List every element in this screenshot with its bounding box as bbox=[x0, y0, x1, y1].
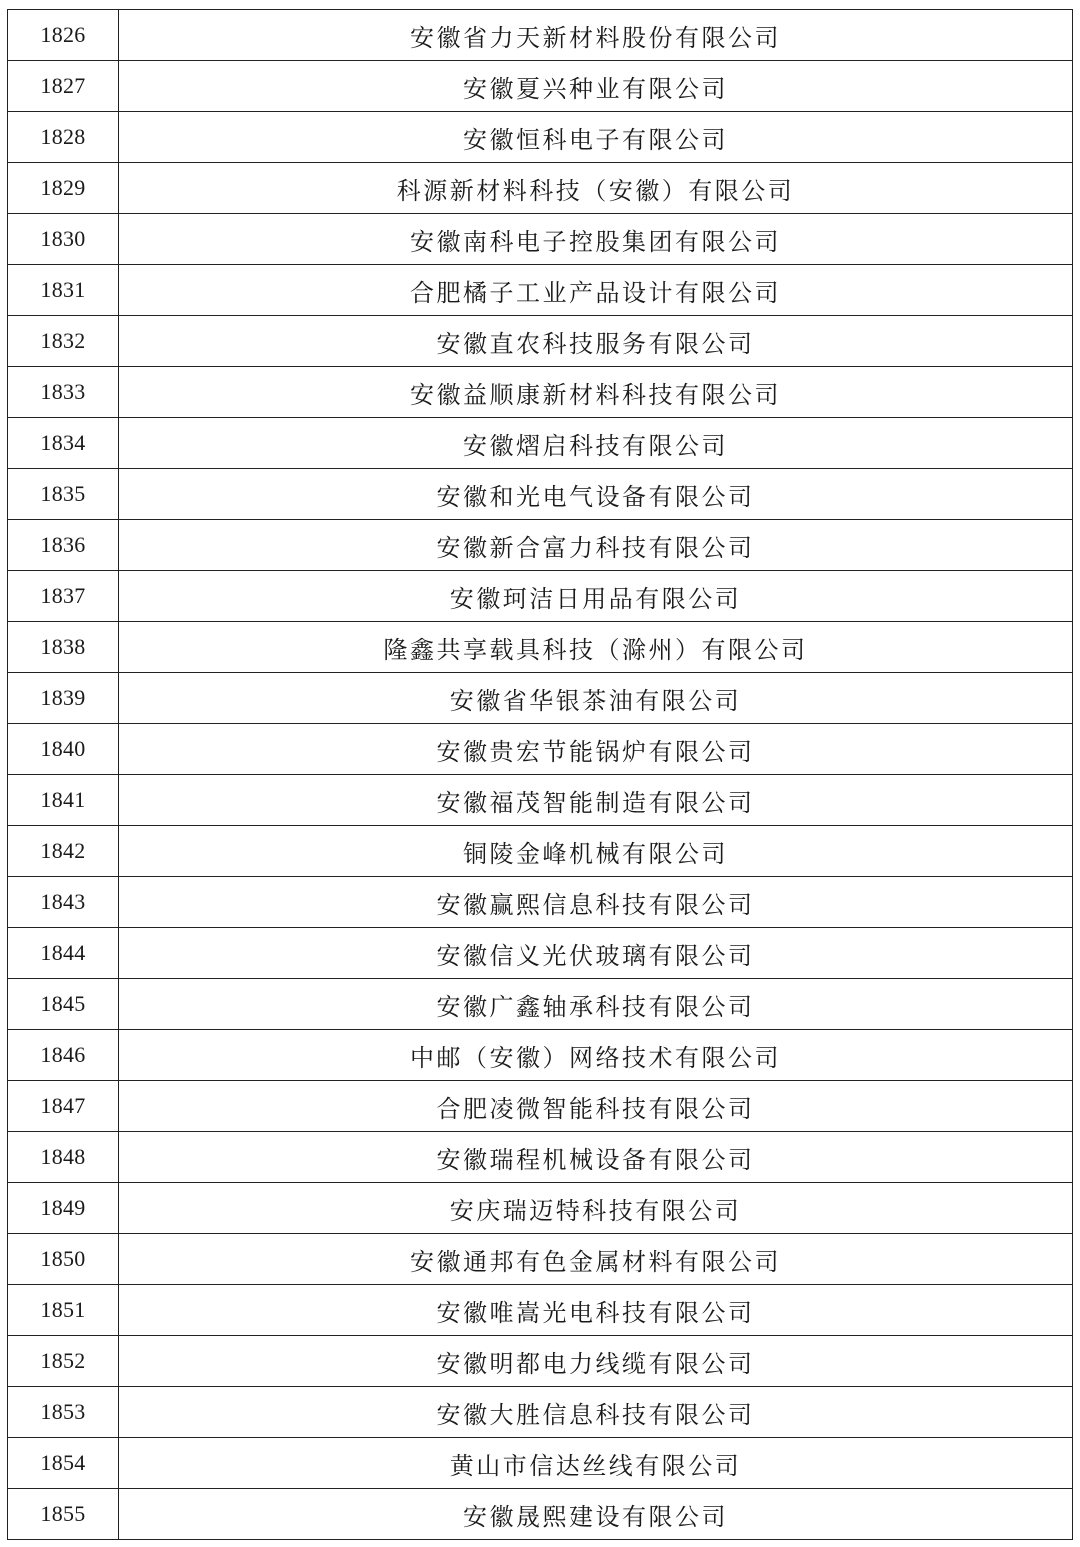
table-row bbox=[8, 928, 1073, 979]
table-row bbox=[8, 724, 1073, 775]
row-number: 1852 bbox=[8, 1336, 119, 1387]
company-name: 安徽明都电力线缆有限公司 bbox=[119, 1336, 1073, 1387]
company-name: 安徽南科电子控股集团有限公司 bbox=[119, 214, 1073, 265]
company-name: 安徽新合富力科技有限公司 bbox=[119, 520, 1073, 571]
table-row bbox=[8, 1336, 1073, 1387]
company-name: 安徽贵宏节能锅炉有限公司 bbox=[119, 724, 1073, 775]
row-number: 1836 bbox=[8, 520, 119, 571]
company-name: 安徽夏兴种业有限公司 bbox=[119, 61, 1073, 112]
row-number: 1839 bbox=[8, 673, 119, 724]
row-number: 1830 bbox=[8, 214, 119, 265]
row-number: 1840 bbox=[8, 724, 119, 775]
table-row bbox=[8, 571, 1073, 622]
row-number: 1851 bbox=[8, 1285, 119, 1336]
table-row bbox=[8, 1234, 1073, 1285]
company-name: 安徽晟熙建设有限公司 bbox=[119, 1489, 1073, 1540]
row-number: 1855 bbox=[8, 1489, 119, 1540]
row-number: 1832 bbox=[8, 316, 119, 367]
company-list-sheet bbox=[7, 9, 1073, 1540]
table-row bbox=[8, 1285, 1073, 1336]
company-name: 安徽珂洁日用品有限公司 bbox=[119, 571, 1073, 622]
company-name: 安徽益顺康新材料科技有限公司 bbox=[119, 367, 1073, 418]
row-number: 1828 bbox=[8, 112, 119, 163]
table-row bbox=[8, 61, 1073, 112]
table-row bbox=[8, 1030, 1073, 1081]
row-number: 1827 bbox=[8, 61, 119, 112]
table-row bbox=[8, 265, 1073, 316]
row-number: 1854 bbox=[8, 1438, 119, 1489]
table-row bbox=[8, 367, 1073, 418]
company-name: 安徽广鑫轴承科技有限公司 bbox=[119, 979, 1073, 1030]
table-row bbox=[8, 673, 1073, 724]
company-name: 安徽省华银茶油有限公司 bbox=[119, 673, 1073, 724]
table-row bbox=[8, 214, 1073, 265]
row-number: 1848 bbox=[8, 1132, 119, 1183]
row-number: 1841 bbox=[8, 775, 119, 826]
table-row bbox=[8, 1489, 1073, 1540]
row-number: 1853 bbox=[8, 1387, 119, 1438]
row-number: 1849 bbox=[8, 1183, 119, 1234]
company-name: 合肥橘子工业产品设计有限公司 bbox=[119, 265, 1073, 316]
company-name: 安徽信义光伏玻璃有限公司 bbox=[119, 928, 1073, 979]
row-number: 1843 bbox=[8, 877, 119, 928]
row-number: 1846 bbox=[8, 1030, 119, 1081]
table-row bbox=[8, 622, 1073, 673]
row-number: 1837 bbox=[8, 571, 119, 622]
table-row bbox=[8, 316, 1073, 367]
table-row bbox=[8, 1183, 1073, 1234]
row-number: 1842 bbox=[8, 826, 119, 877]
table-row bbox=[8, 1132, 1073, 1183]
row-number: 1833 bbox=[8, 367, 119, 418]
table-row bbox=[8, 112, 1073, 163]
table-row bbox=[8, 826, 1073, 877]
table-row bbox=[8, 1081, 1073, 1132]
company-name: 安徽恒科电子有限公司 bbox=[119, 112, 1073, 163]
company-name: 安徽省力天新材料股份有限公司 bbox=[119, 10, 1073, 61]
table-row bbox=[8, 469, 1073, 520]
table-row bbox=[8, 1438, 1073, 1489]
row-number: 1829 bbox=[8, 163, 119, 214]
row-number: 1850 bbox=[8, 1234, 119, 1285]
row-number: 1831 bbox=[8, 265, 119, 316]
company-table bbox=[7, 9, 1073, 1540]
company-name: 中邮（安徽）网络技术有限公司 bbox=[119, 1030, 1073, 1081]
row-number: 1838 bbox=[8, 622, 119, 673]
company-table-body bbox=[8, 10, 1073, 1540]
row-number: 1844 bbox=[8, 928, 119, 979]
company-name: 安徽熠启科技有限公司 bbox=[119, 418, 1073, 469]
company-name: 安庆瑞迈特科技有限公司 bbox=[119, 1183, 1073, 1234]
row-number: 1835 bbox=[8, 469, 119, 520]
row-number: 1847 bbox=[8, 1081, 119, 1132]
company-name: 科源新材料科技（安徽）有限公司 bbox=[119, 163, 1073, 214]
table-row bbox=[8, 163, 1073, 214]
row-number: 1826 bbox=[8, 10, 119, 61]
company-name: 铜陵金峰机械有限公司 bbox=[119, 826, 1073, 877]
company-name: 安徽福茂智能制造有限公司 bbox=[119, 775, 1073, 826]
company-name: 合肥凌微智能科技有限公司 bbox=[119, 1081, 1073, 1132]
table-row bbox=[8, 877, 1073, 928]
company-name: 安徽唯嵩光电科技有限公司 bbox=[119, 1285, 1073, 1336]
company-name: 安徽瑞程机械设备有限公司 bbox=[119, 1132, 1073, 1183]
company-name: 安徽直农科技服务有限公司 bbox=[119, 316, 1073, 367]
table-row bbox=[8, 775, 1073, 826]
table-row bbox=[8, 1387, 1073, 1438]
table-row bbox=[8, 979, 1073, 1030]
company-name: 安徽赢熙信息科技有限公司 bbox=[119, 877, 1073, 928]
row-number: 1834 bbox=[8, 418, 119, 469]
row-number: 1845 bbox=[8, 979, 119, 1030]
company-name: 安徽通邦有色金属材料有限公司 bbox=[119, 1234, 1073, 1285]
company-name: 黄山市信达丝线有限公司 bbox=[119, 1438, 1073, 1489]
table-row bbox=[8, 10, 1073, 61]
table-row bbox=[8, 520, 1073, 571]
company-name: 安徽和光电气设备有限公司 bbox=[119, 469, 1073, 520]
company-name: 隆鑫共享载具科技（滁州）有限公司 bbox=[119, 622, 1073, 673]
table-row bbox=[8, 418, 1073, 469]
company-name: 安徽大胜信息科技有限公司 bbox=[119, 1387, 1073, 1438]
